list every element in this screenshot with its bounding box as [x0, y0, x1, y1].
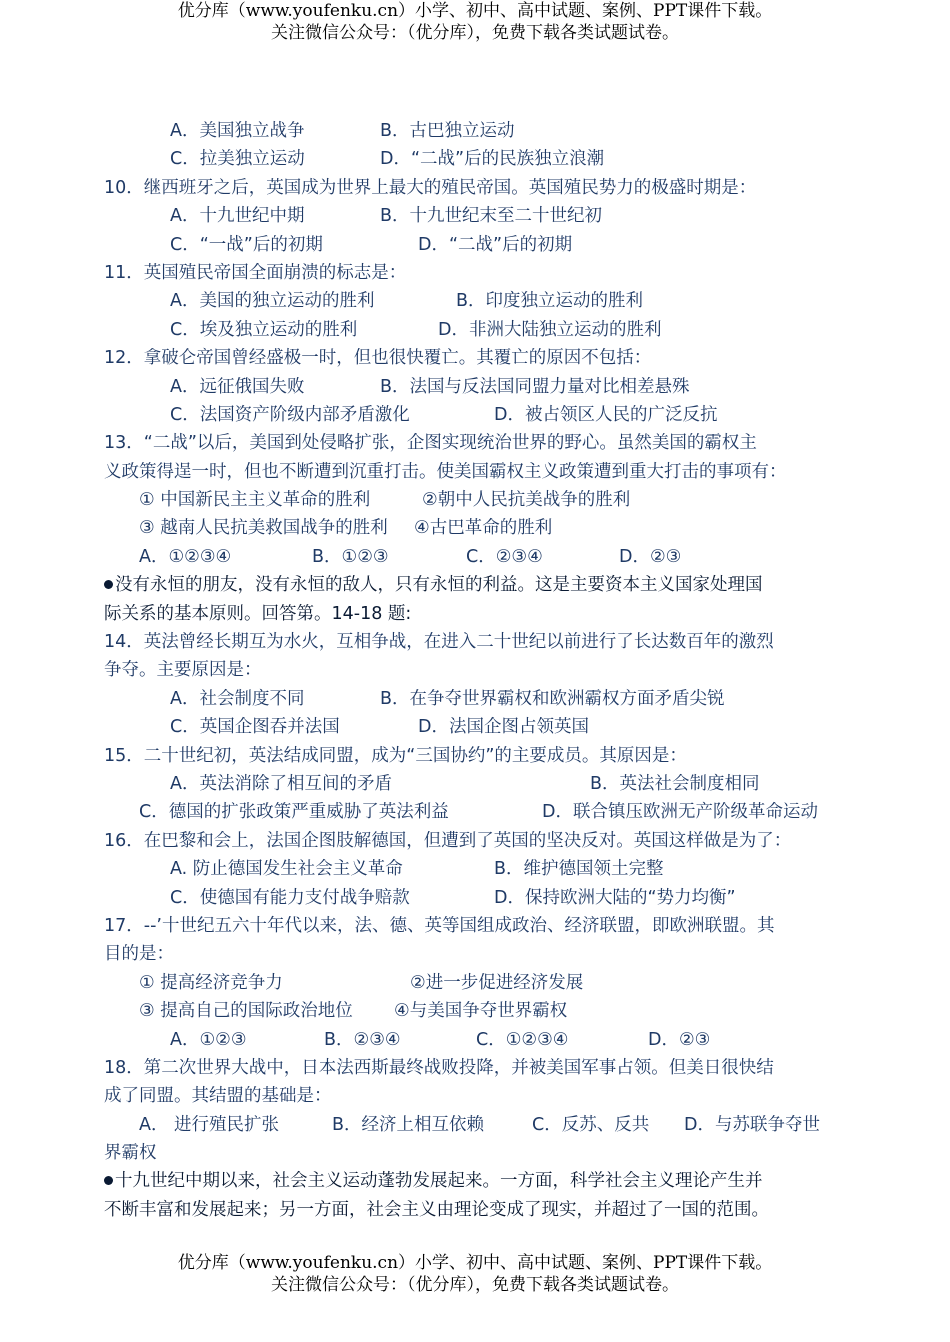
- q15-options-row-1: [104, 770, 844, 798]
- q17-option-d: D．②③: [648, 1029, 711, 1050]
- q18-option-b: B．经济上相互依赖: [332, 1114, 485, 1135]
- q11-options-row-2: [104, 316, 844, 344]
- q13-item-1: ① 中国新民主主义革命的胜利: [139, 490, 371, 511]
- q17-item-3: ③ 提高自己的国际政治地位: [139, 1001, 353, 1022]
- q18-option-d: D．与苏联争夺世: [684, 1114, 820, 1135]
- q11-option-d: D．非洲大陆独立运动的胜利: [438, 319, 662, 340]
- q17-stem-line-2: 目的是：: [104, 944, 174, 965]
- q10-option-a: A．十九世纪中期: [170, 206, 305, 227]
- q13-item-3: ③ 越南人民抗美救国战争的胜利: [139, 518, 388, 539]
- q17-option-a: A．①②③: [170, 1029, 247, 1050]
- q10-stem: 10．继西班牙之后，英国成为世界上最大的殖民帝国。英国殖民势力的极盛时期是：: [104, 177, 757, 198]
- q12-options-row-2: [104, 401, 844, 429]
- q10-options-row-2: [104, 231, 844, 259]
- q18-stem-line-2: 成了同盟。其结盟的基础是：: [104, 1086, 332, 1107]
- q11-option-a: A．美国的独立运动的胜利: [170, 291, 375, 312]
- section-intro-1-line-1: 没有永恒的朋友，没有永恒的敌人，只有永恒的利益。这是主要资本主义国家处理国: [104, 571, 844, 599]
- q15-option-b: B．英法社会制度相同: [590, 773, 760, 794]
- q15-stem: 15．二十世纪初，英法结成同盟，成为“三国协约”的主要成员。其原因是：: [104, 745, 687, 766]
- q16-option-a: A. 防止德国发生社会主义革命: [170, 859, 403, 880]
- q12-option-a: A．远征俄国失败: [170, 376, 305, 397]
- q14-option-c: C．英国企图吞并法国: [170, 717, 340, 738]
- q12-option-c: C．法国资产阶级内部矛盾激化: [170, 404, 410, 425]
- q18-option-c: C．反苏、反共: [532, 1114, 650, 1135]
- q16-options-row-2: [104, 884, 844, 912]
- q17-items-row-1: [104, 969, 844, 997]
- q16-option-d: D．保持欧洲大陆的“势力均衡”: [494, 887, 736, 908]
- q18-option-a: A． 进行殖民扩张: [139, 1114, 280, 1135]
- q13-option-b: B．①②③: [312, 546, 389, 567]
- page-header: [0, 0, 950, 44]
- q14-option-a: A．社会制度不同: [170, 688, 305, 709]
- footer-line-1: 优分库（www.youfenku.cn）小学、初中、高中试题、案例、PPT课件下载。: [177, 1253, 773, 1273]
- section-intro-2-line-2: 不断丰富和发展起来；另一方面，社会主义由理论变成了现实，并超过了一国的范围。: [104, 1199, 769, 1220]
- q16-options-row-1: [104, 855, 844, 883]
- q13-stem-line-1: 13．“二战”以后，美国到处侵略扩张，企图实现统治世界的野心。虽然美国的霸权主: [104, 433, 757, 454]
- q9-options-row-1: [104, 117, 844, 145]
- header-line-1: 优分库（www.youfenku.cn）小学、初中、高中试题、案例、PPT课件下载。: [177, 1, 773, 21]
- q11-option-c: C．埃及独立运动的胜利: [170, 319, 358, 340]
- q13-item-2: ②朝中人民抗美战争的胜利: [422, 490, 631, 511]
- q10-option-b: B．十九世纪末至二十世纪初: [380, 206, 603, 227]
- q9-option-c: C．拉美独立运动: [170, 149, 305, 170]
- q18-option-d-continued: 界霸权: [104, 1143, 157, 1164]
- q17-options-row: [104, 1026, 844, 1054]
- q13-stem-line-2: 义政策得逞一时，但也不断遭到沉重打击。使美国霸权主义政策遭到重大打击的事项有：: [104, 461, 787, 482]
- page-footer: [0, 1252, 950, 1296]
- q18-stem-line-1: 18．第二次世界大战中，日本法西斯最终战败投降，并被美国军事占领。但美日很快结: [104, 1057, 774, 1078]
- q16-option-c: C．使德国有能力支付战争赔款: [170, 887, 410, 908]
- q17-item-4: ④与美国争夺世界霸权: [394, 1001, 568, 1022]
- exam-content: [104, 117, 844, 1224]
- section-intro-2-line-1: 十九世纪中期以来，社会主义运动蓬勃发展起来。一方面，科学社会主义理论产生并: [104, 1167, 844, 1195]
- q14-option-b: B．在争夺世界霸权和欧洲霸权方面矛盾尖锐: [380, 688, 725, 709]
- q14-option-d: D．法国企图占领英国: [418, 717, 589, 738]
- q15-option-a: A．英法消除了相互间的矛盾: [170, 773, 392, 794]
- q17-option-b: B．②③④: [324, 1029, 401, 1050]
- q13-option-d: D．②③: [619, 546, 682, 567]
- q13-option-c: C．②③④: [466, 546, 543, 567]
- q15-option-d: D．联合镇压欧洲无产阶级革命运动: [542, 802, 818, 823]
- q17-stem-line-1: 17．--’十世纪五六十年代以来，法、德、英等国组成政治、经济联盟，即欧洲联盟。其: [104, 915, 775, 936]
- q9-option-d: D．“二战”后的民族独立浪潮: [380, 149, 605, 170]
- q15-option-c: C．德国的扩张政策严重威胁了英法利益: [139, 802, 449, 823]
- q12-options-row-1: [104, 373, 844, 401]
- q17-item-2: ②进一步促进经济发展: [410, 972, 584, 993]
- q13-items-row-1: [104, 486, 844, 514]
- q17-item-1: ① 提高经济竞争力: [139, 972, 283, 993]
- q10-option-d: D．“二战”后的初期: [418, 234, 573, 255]
- section-intro-1-line-2: 际关系的基本原则。回答第。14-18 题:: [104, 603, 412, 624]
- q12-option-b: B．法国与反法国同盟力量对比相差悬殊: [380, 376, 690, 397]
- q12-stem: 12．拿破仑帝国曾经盛极一时，但也很快覆亡。其覆亡的原因不包括：: [104, 348, 652, 369]
- q13-items-row-2: [104, 514, 844, 542]
- q16-option-b: B．维护德国领土完整: [494, 859, 664, 880]
- bullet-icon: [104, 580, 113, 589]
- q13-option-a: A．①②③④: [139, 546, 232, 567]
- q11-options-row-1: [104, 287, 844, 315]
- header-line-2: 关注微信公众号：（优分库），免费下载各类试题试卷。: [271, 23, 679, 43]
- q15-options-row-2: [104, 798, 844, 826]
- q9-options-row-2: [104, 145, 844, 173]
- q10-option-c: C．“一战”后的初期: [170, 234, 323, 255]
- q9-option-b: B．古巴独立运动: [380, 121, 515, 141]
- q18-options-row: [104, 1111, 844, 1139]
- q10-options-row-1: [104, 202, 844, 230]
- footer-line-2: 关注微信公众号：（优分库），免费下载各类试题试卷。: [271, 1275, 679, 1295]
- q14-stem-line-1: 14．英法曾经长期互为水火，互相争战，在进入二十世纪以前进行了长达数百年的激烈: [104, 632, 774, 653]
- q13-options-row: [104, 543, 844, 571]
- q17-items-row-2: [104, 997, 844, 1025]
- q14-stem-line-2: 争夺。主要原因是：: [104, 660, 262, 681]
- q14-options-row-2: [104, 713, 844, 741]
- q17-option-c: C．①②③④: [476, 1029, 569, 1050]
- q11-option-b: B．印度独立运动的胜利: [456, 291, 644, 312]
- q16-stem: 16．在巴黎和会上，法国企图肢解德国，但遭到了英国的坚决反对。英国这样做是为了：: [104, 830, 792, 851]
- q11-stem: 11．英国殖民帝国全面崩溃的标志是：: [104, 262, 407, 283]
- q12-option-d: D．被占领区人民的广泛反抗: [494, 404, 718, 425]
- q9-option-a: A．美国独立战争: [170, 121, 305, 141]
- q14-options-row-1: [104, 685, 844, 713]
- bullet-icon: [104, 1176, 113, 1185]
- q13-item-4: ④古巴革命的胜利: [414, 518, 553, 539]
